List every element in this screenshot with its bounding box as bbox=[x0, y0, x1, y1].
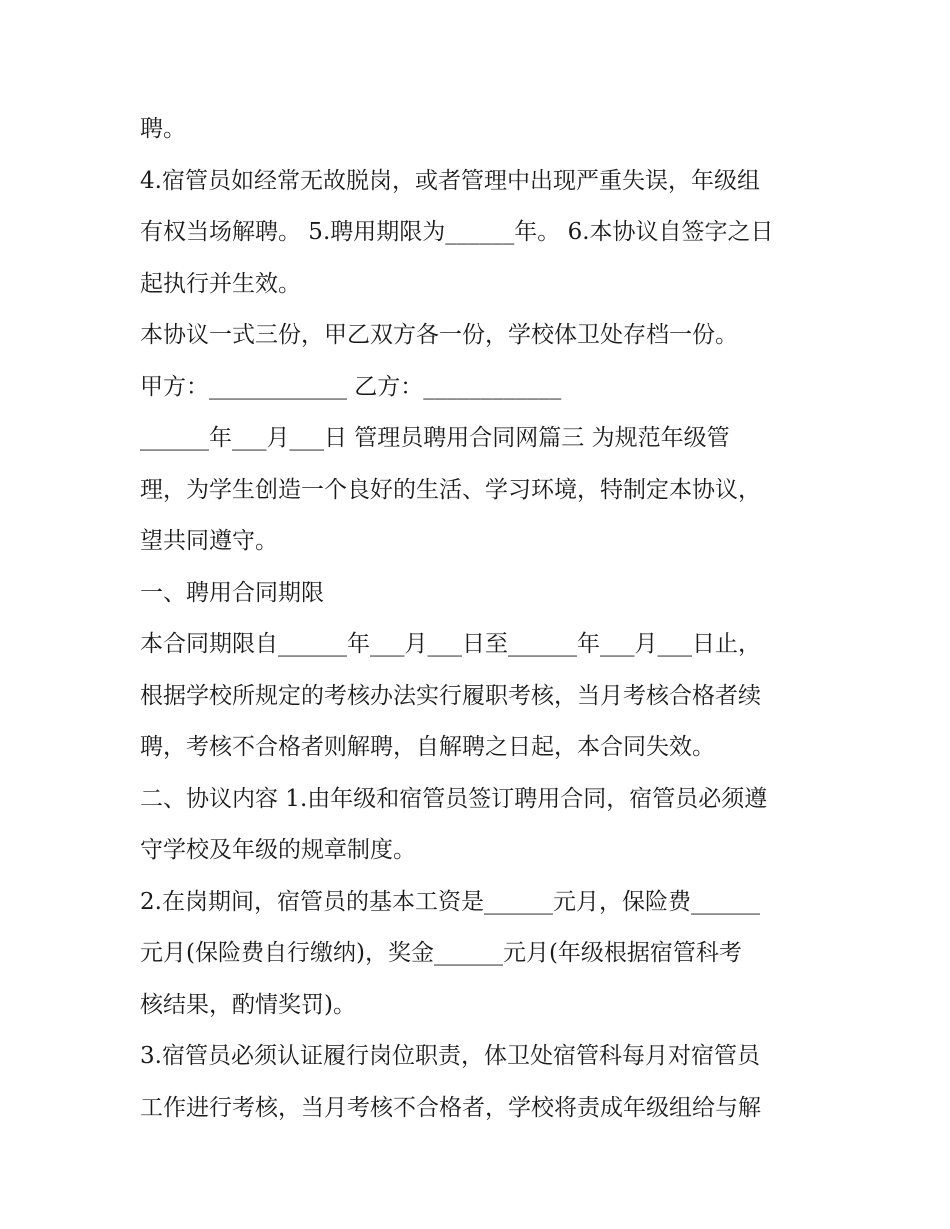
text-line: 守学校及年级的规章制度。 bbox=[140, 837, 416, 863]
text-line: 根据学校所规定的考核办法实行履职考核，当月考核合格者续 bbox=[140, 682, 761, 709]
text-line: 元月(保险费自行缴纳)，奖金______元月(年级根据宿管科考 bbox=[140, 940, 742, 966]
text-line: 2.在岗期间，宿管员的基本工资是______元月，保险费______ bbox=[140, 888, 760, 915]
text-line: ______年___月___日 管理员聘用合同网篇三 为规范年级管 bbox=[140, 425, 730, 451]
text-line: 4.宿管员如经常无故脱岗，或者管理中出现严重失误，年级组 bbox=[140, 167, 760, 194]
text-line: 有权当场解聘。 5.聘用期限为______年。 6.本协议自签字之日 bbox=[140, 219, 774, 245]
text-line: 理，为学生创造一个良好的生活、学习环境，特制定本协议， bbox=[140, 476, 761, 503]
document-body bbox=[140, 104, 830, 1134]
text-line: 本合同期限自______年___月___日至______年___月___日止， bbox=[140, 631, 761, 657]
text-line: 起执行并生效。 bbox=[140, 270, 301, 297]
text-line: 3.宿管员必须认证履行岗位职责，体卫处宿管科每月对宿管员 bbox=[140, 1043, 760, 1069]
text-line: 望共同遵守。 bbox=[140, 528, 278, 554]
text-line: 本协议一式三份，甲乙双方各一份，学校体卫处存档一份。 bbox=[140, 322, 738, 348]
text-line: 核结果，酌情奖罚)。 bbox=[140, 991, 356, 1018]
text-line: 聘。 bbox=[140, 116, 186, 142]
text-line: 聘，考核不合格者则解聘，自解聘之日起，本合同失效。 bbox=[140, 734, 715, 760]
section-heading: 一、聘用合同期限 bbox=[140, 579, 324, 606]
text-line: 工作进行考核，当月考核不合格者，学校将责成年级组给与解 bbox=[140, 1094, 761, 1121]
text-line: 二、协议内容 1.由年级和宿管员签订聘用合同，宿管员必须遵 bbox=[140, 785, 768, 812]
signature-line: 甲方：____________ 乙方：____________ bbox=[140, 373, 562, 400]
